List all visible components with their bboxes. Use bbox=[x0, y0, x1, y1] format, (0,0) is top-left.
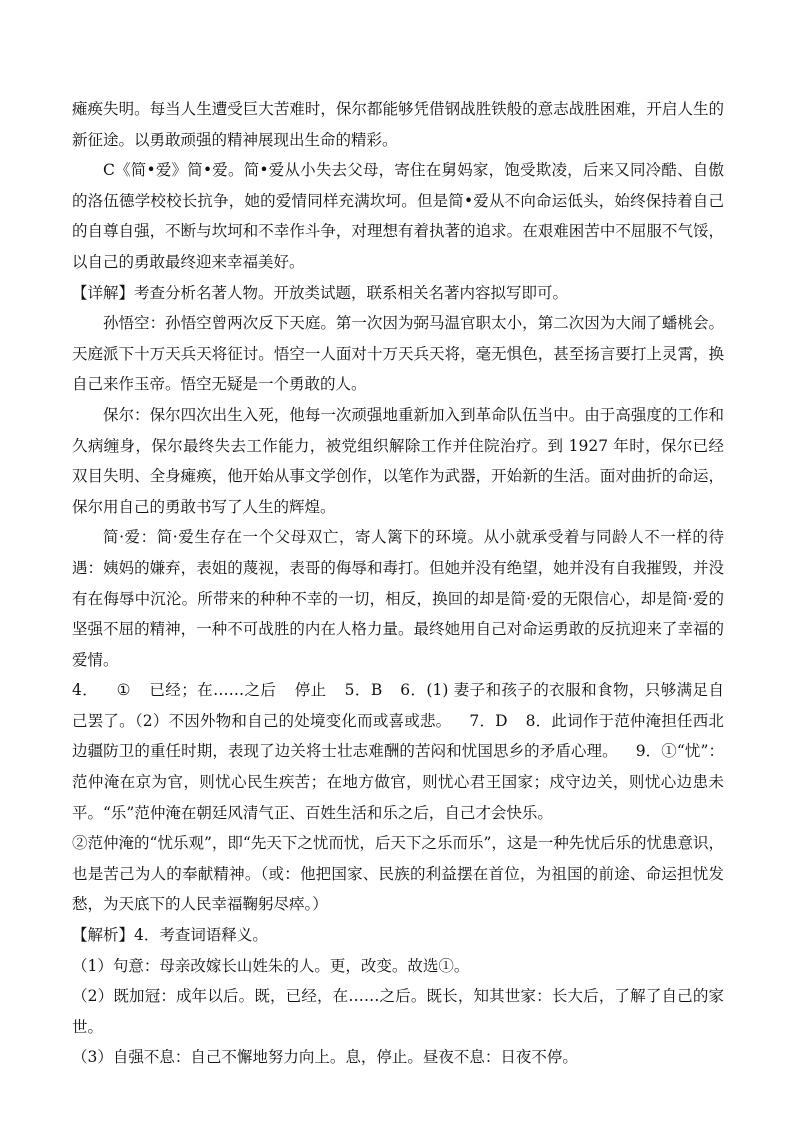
paragraph-jane-eyre-option: C《简•爱》简•爱。简•爱从小失去父母，寄住在舅妈家，饱受欺凌，后来又同冷酷、自傲的洛伍德学校校长抗争，她的爱情同样充满坎坷。但是简•爱从不向命运低头，始终保持着自己的自尊自强，不断与坎坷和不幸作斗争，对理想有着执著的追求。在艰难困苦中不屈服不气馁，以自己的勇敢最终迎来幸福美好。 bbox=[72, 161, 724, 271]
answer-8: 8．此词作于范仲淹担任西北边疆防卫的重任时期，表现了边关将士壮志难酬的苦闷和忧国思乡的矛盾心理。 bbox=[72, 711, 724, 761]
answer-5: 5．B bbox=[344, 681, 383, 700]
paragraph-intro: 瘫痪失明。每当人生遭受巨大苦难时，保尔都能够凭借钢战胜铁般的意志战胜困难，开启人生的新征途。以勇敢顽强的精神展现出生命的精彩。 bbox=[72, 100, 724, 149]
paragraph-answers bbox=[72, 675, 724, 828]
paragraph-jane-eyre: 简·爱：简·爱生存在一个父母双亡，寄人篱下的环境。从小就承受着与同龄人不一样的待遇：姨妈的嫌弃，表姐的蔑视，表哥的侮辱和毒打。但她并没有绝望，她并没有自我摧毁，并没有在侮辱中沉沦。所带来的种种不幸的一切，相反，换回的却是简·爱的无限信心，却是简·爱的坚强不屈的精神，一种不可战胜的内在人格力量。最终她用自己对命运勇敢的反抗迎来了幸福的爱情。 bbox=[72, 528, 724, 669]
paragraph-analysis-heading: 【解析】4．考查词语释义。 bbox=[72, 926, 268, 945]
paragraph-analysis-3: （3）自强不息：自己不懈地努力向上。息，停止。昼夜不息：日夜不停。 bbox=[72, 1048, 578, 1067]
paragraph-analysis-1: （1）句意：母亲改嫁长山姓朱的人。更，改变。故选①。 bbox=[72, 956, 470, 975]
answer-7: 7．D bbox=[469, 711, 508, 730]
paragraph-sun-wukong: 孙悟空：孙悟空曾两次反下天庭。第一次因为弼马温官职太小，第二次因为大闹了蟠桃会。天庭派下十万天兵天将征讨。悟空一人面对十万天兵天将，毫无惧色，甚至扬言要打上灵霄，换自己来作玉帝。悟空无疑是一个勇敢的人。 bbox=[72, 314, 724, 394]
paragraph-paul: 保尔：保尔四次出生入死，他每一次顽强地重新加入到革命队伍当中。由于高强度的工作和久病缠身，保尔最终失去工作能力，被党组织解除工作并住院治疗。到 1927 年时，保尔已经双目失明、全身瘫痪，他开始从事文学创作，以笔作为武器，开始新的生活。面对曲折的命运，保尔用自己的勇敢书写了人生的辉煌。 bbox=[72, 405, 724, 516]
answer-4-meaning-2: 停止 bbox=[294, 681, 327, 700]
answer-4-meaning-1: 已经；在……之后 bbox=[148, 681, 277, 700]
paragraph-analysis-2: （2）既加冠：成年以后。既，已经，在……之后。既长，知其世家：长大后，了解了自己的家世。 bbox=[72, 987, 724, 1036]
paragraph-answer-9-part-2: ②范仲淹的“忧乐观”，即“先天下之忧而忧，后天下之乐而乐”，这是一种先忧后乐的忧患意识，也是苦己为人的奉献精神。（或：他把国家、民族的利益摆在首位，为祖国的前途、命运担忧发愁，为天底下的人民幸福鞠躬尽瘁。） bbox=[72, 834, 724, 914]
answer-6: 6．(1) 妻子和孩子的衣服和食物，只够满足自己罢了。（2）不因外物和自己的处境变化而或喜或悲。 bbox=[72, 681, 724, 730]
paragraph-detail-heading: 【详解】考查分析名著人物。开放类试题，联系相关名著内容拟写即可。 bbox=[72, 283, 569, 302]
answer-4-num: 4． bbox=[72, 681, 99, 700]
document-page bbox=[72, 94, 724, 1073]
answer-9: 9．①“忧”：范仲淹在京为官，则忧心民生疾苦；在地方做官，则忧心君王国家；戍守边关，则忧心边患未平。“乐”范仲淹在朝廷风清气正、百姓生活和乐之后，自己才会快乐。 bbox=[72, 742, 724, 822]
answer-4-choice: ① bbox=[116, 681, 131, 700]
